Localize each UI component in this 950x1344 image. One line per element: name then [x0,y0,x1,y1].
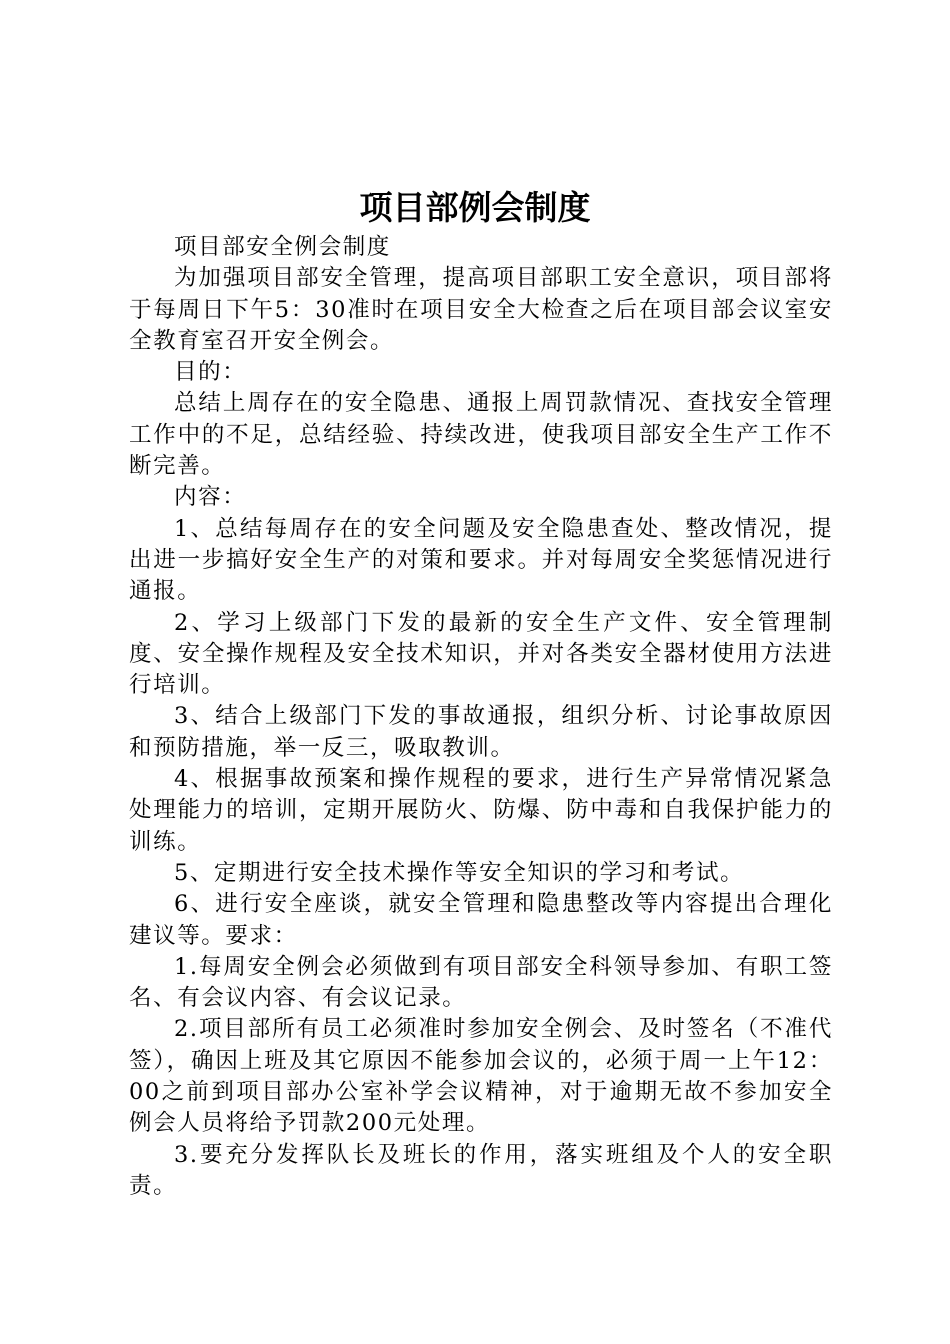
paragraph-requirement-2: 2.项目部所有员工必须准时参加安全例会、及时签名（不准代签），确因上班及其它原因不能参加会议的，必须于周一上午12：00之前到项目部办公室补学会议精神，对于逾期无故不参加安全例会人员将给予罚款200元处理。 [129,1016,833,1137]
paragraph-purpose-heading: 目的： [174,359,247,386]
paragraph-content-item-4: 4、根据事故预案和操作规程的要求，进行生产异常情况紧急处理能力的培训，定期开展防火、防爆、防中毒和自我保护能力的训练。 [129,766,833,855]
paragraph-content-item-3: 3、结合上级部门下发的事故通报，组织分析、讨论事故原因和预防措施，举一反三，吸取教训。 [129,703,833,761]
paragraph-purpose: 总结上周存在的安全隐患、通报上周罚款情况、查找安全管理工作中的不足，总结经验、持续改进，使我项目部安全生产工作不断完善。 [129,390,833,480]
paragraph-requirement-3: 3.要充分发挥队长及班长的作用，落实班组及个人的安全职责。 [129,1141,833,1199]
paragraph-content-heading: 内容： [174,484,247,511]
paragraph-content-item-1: 1、总结每周存在的安全问题及安全隐患查处、整改情况，提出进一步搞好安全生产的对策和要求。并对每周安全奖惩情况进行通报。 [129,515,833,605]
paragraph-content-item-6: 6、进行安全座谈，就安全管理和隐患整改等内容提出合理化建议等。要求： [129,891,833,949]
document-body [129,232,833,1202]
document-title: 项目部例会制度 [359,188,591,227]
paragraph-content-item-5: 5、定期进行安全技术操作等安全知识的学习和考试。 [174,859,745,886]
paragraph-subtitle: 项目部安全例会制度 [174,234,391,260]
paragraph-intro: 为加强项目部安全管理，提高项目部职工安全意识，项目部将于每周日下午5：30准时在项目安全大检查之后在项目部会议室安全教育室召开安全例会。 [129,265,833,354]
paragraph-requirement-1: 1.每周安全例会必须做到有项目部安全科领导参加、有职工签名、有会议内容、有会议记录。 [129,953,833,1012]
paragraph-content-item-2: 2、学习上级部门下发的最新的安全生产文件、安全管理制度、安全操作规程及安全技术知识，并对各类安全器材使用方法进行培训。 [129,609,833,699]
